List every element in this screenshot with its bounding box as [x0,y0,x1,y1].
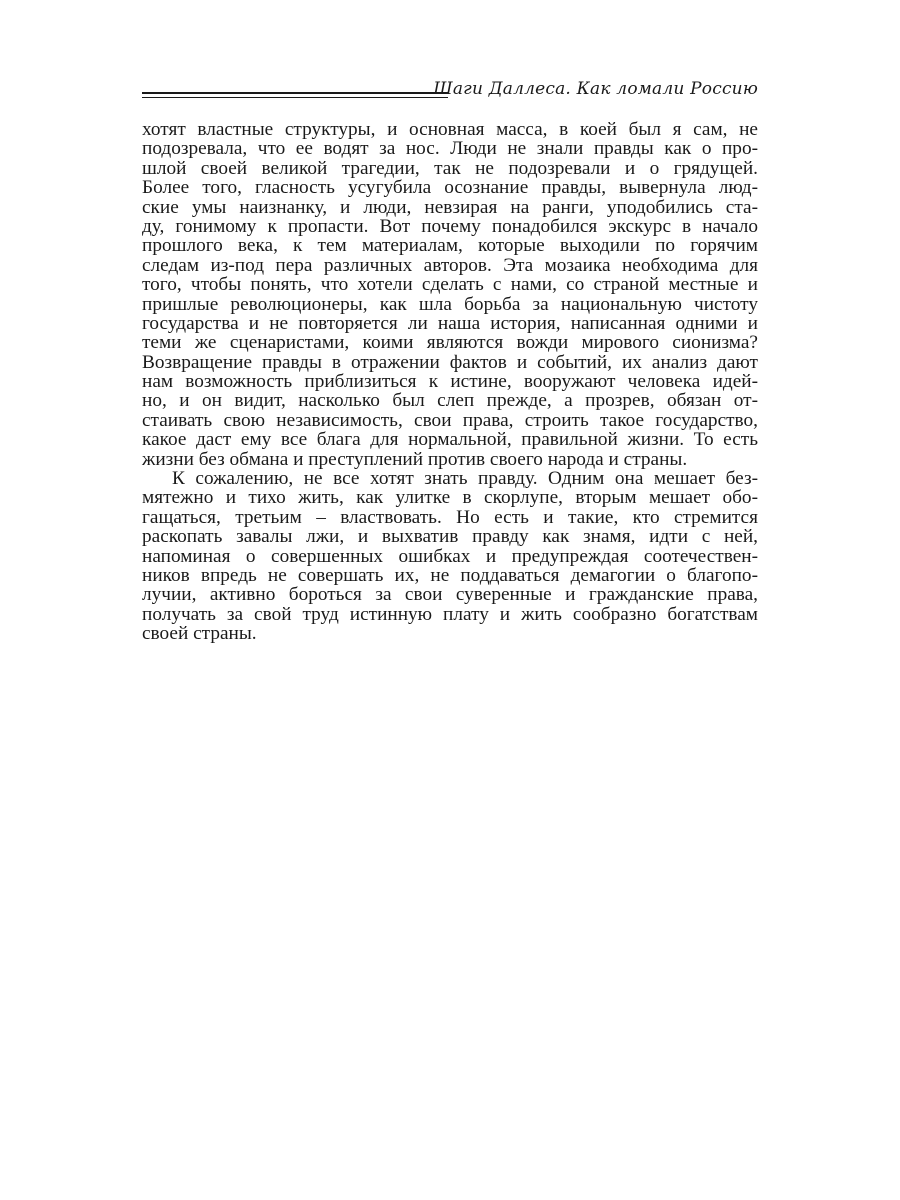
text-line: того, чтобы понять, что хотели сделать с нами, со страной местные и [142,274,758,296]
text-line: нам возможность приблизиться к истине, вооружают человека идей- [142,371,758,393]
text-line: Более того, гласность усугубила осознание правды, вывернула люд- [142,177,758,199]
text-line: Возвращение правды в отражении фактов и событий, их анализ дают [142,351,758,373]
text-line: лучии, активно бороться за свои суверенные и гражданские права, [142,584,758,606]
text-line: но, и он видит, насколько был слеп прежде, а прозрев, обязан от- [142,390,758,412]
text-line: своей страны. [142,623,257,645]
header-rule [142,92,448,94]
body-text [142,120,758,644]
running-head-title: Шаги Даллеса. Как ломали Россию [433,79,758,99]
text-line: К сожалению, не все хотят знать правду. Одним она мешает без- [172,468,758,490]
text-line: следам из-под пера различных авторов. Эта мозаика необходима для [142,254,758,276]
text-line: прошлого века, к тем материалам, которые выходили по горячим [142,235,758,257]
text-line: ду, гонимому к пропасти. Вот почему понадобился экскурс в начало [142,215,758,237]
text-line: раскопать завалы лжи, и выхватив правду как знамя, идти с ней, [142,526,758,548]
text-line: пришлые революционеры, как шла борьба за национальную чистоту [142,293,758,315]
header-rule [142,97,448,98]
text-line: теми же сценаристами, коими являются вожди мирового сионизма? [142,332,758,354]
text-line: напоминая о совершенных ошибках и предупреждая соотечествен- [142,545,758,567]
text-line: жизни без обмана и преступлений против своего народа и страны. [142,448,688,470]
text-line: ников впредь не совершать их, не поддаваться демагогии о благопо- [142,564,758,586]
text-line: мятежно и тихо жить, как улитке в скорлупе, вторым мешает обо- [142,487,758,509]
text-line: стаивать свою независимость, свои права, строить такое государство, [142,409,758,431]
text-line: подозревала, что ее водят за нос. Люди не знали правды как о про- [142,138,758,160]
text-line: хотят властные структуры, и основная масса, в коей был я сам, не [142,119,758,140]
text-line: какое даст ему все блага для нормальной, правильной жизни. То есть [142,429,758,451]
text-line: государства и не повторяется ли наша история, написанная одними и [142,312,758,334]
running-head [142,78,758,102]
text-line: получать за свой труд истинную плату и жить сообразно богатствам [142,603,758,625]
text-line: гащаться, третьим – властвовать. Но есть и такие, кто стремится [142,506,758,528]
text-line: шлой своей великой трагедии, так не подозревали и о грядущей. [142,157,758,179]
text-line: ские умы наизнанку, и люди, невзирая на ранги, уподобились ста- [142,196,758,218]
